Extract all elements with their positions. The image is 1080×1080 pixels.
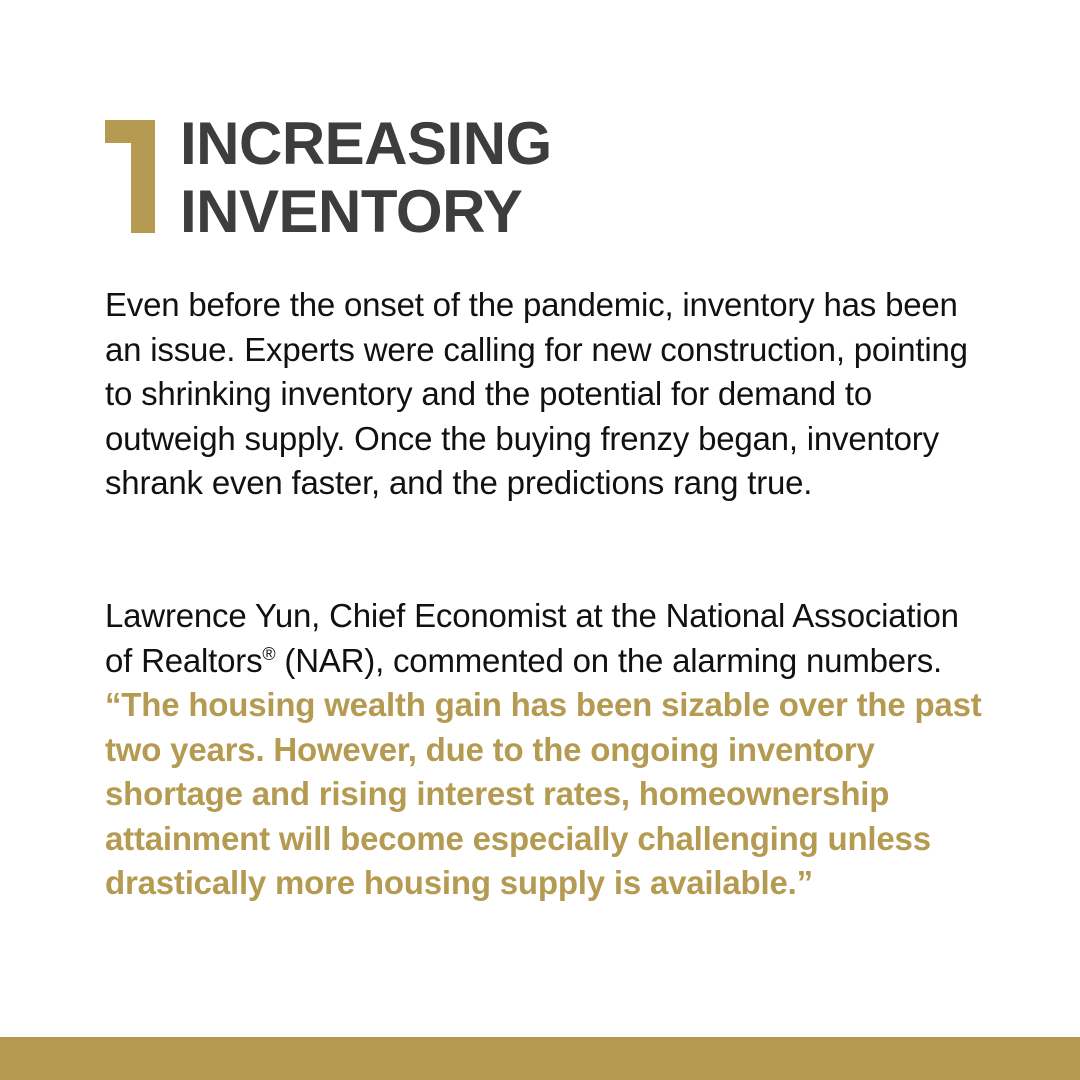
attribution-text: Lawrence Yun, Chief Economist at the National Association of Realtors — [105, 597, 959, 679]
section-number-1 — [105, 120, 155, 233]
quote-paragraph — [105, 594, 985, 906]
footer-accent-bar — [0, 1037, 1080, 1080]
heading-line-1: INCREASING — [180, 110, 552, 177]
heading-line-2: INVENTORY — [180, 178, 523, 245]
section-heading — [180, 110, 552, 246]
number-one-glyph — [105, 120, 155, 233]
intro-paragraph: Even before the onset of the pandemic, inventory has been an issue. Experts were calling for new construction, pointing to shrinking inventory and the potential for demand to outweigh supply. Once the buying frenzy began, inventory shrank even faster, and the predictions rang true. — [105, 286, 968, 501]
attribution-text-continued: (NAR), commented on the alarming numbers. — [275, 641, 942, 679]
expert-quote: “The housing wealth gain has been sizable over the past two years. However, due to the ongoing inventory shortage and rising interest rates, homeownership attainment will become especially challenging unless drastically more housing supply is available.” — [105, 686, 982, 901]
registered-mark: ® — [262, 643, 276, 664]
